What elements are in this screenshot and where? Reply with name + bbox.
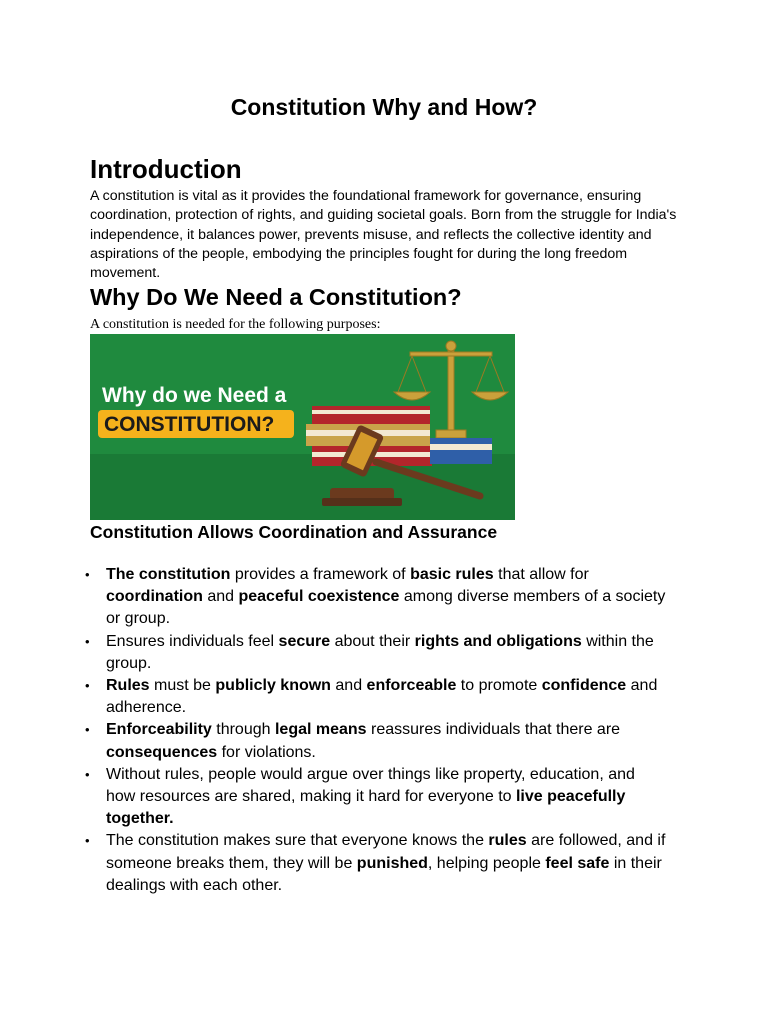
bold-text: rules xyxy=(488,832,527,850)
bold-text: peaceful coexistence xyxy=(238,588,400,606)
list-item xyxy=(106,764,666,831)
text-run: and xyxy=(330,677,367,695)
list-item xyxy=(106,675,666,719)
section-heading: Constitution Allows Coordination and Assurance xyxy=(90,522,498,542)
text-run: among diverse members of a society or group. xyxy=(106,588,666,628)
bold-text: Enforceability xyxy=(106,721,212,739)
banner-line1: Why do we Need a xyxy=(102,384,287,407)
list-item xyxy=(106,830,666,897)
bold-text: live peacefully together. xyxy=(106,788,626,828)
bold-text: consequences xyxy=(106,743,218,761)
text-run: about their xyxy=(330,632,415,650)
bold-text: rights and obligations xyxy=(414,632,582,650)
text-run: Without rules, people would argue over things like property, education, and how resources are shared, making it hard for everyone to xyxy=(106,765,635,806)
text-run: through xyxy=(211,721,275,739)
why-heading: Why Do We Need a Constitution? xyxy=(90,284,462,310)
bold-text: coordination xyxy=(106,588,203,606)
text-run: and xyxy=(202,588,239,606)
list-item xyxy=(106,564,666,631)
bold-text: confidence xyxy=(541,677,627,695)
bold-text: punished xyxy=(356,854,428,872)
text-run: for violations. xyxy=(217,743,316,761)
bold-text: legal means xyxy=(274,721,367,739)
text-run: within the group. xyxy=(106,632,654,672)
page-title: Constitution Why and How? xyxy=(230,94,538,120)
intro-heading: Introduction xyxy=(90,154,242,184)
text-run: are followed, and if someone breaks them, they will be xyxy=(106,832,666,872)
intro-paragraph: A constitution is vital as it provides the foundational framework for governance, ensuring coordination, protection of rights, and guiding societal goals. Born from the struggle for India's independence, it balances power, prevents misuse, and reflects the collective identity and aspirations of the people, embodying the principles fought for during the long freedom movement. xyxy=(90,188,677,282)
text-run: The constitution makes sure that everyone knows the xyxy=(106,832,489,850)
bold-text: Rules xyxy=(106,677,150,695)
list-item xyxy=(106,631,666,675)
text-run: provides a framework of xyxy=(230,566,411,583)
constitution-banner-image xyxy=(90,334,515,520)
banner-line2: CONSTITUTION? xyxy=(104,413,275,436)
text-run: must be xyxy=(149,677,216,695)
bold-text: basic rules xyxy=(410,566,494,583)
bullet-list xyxy=(106,564,666,897)
bold-text: secure xyxy=(278,632,331,650)
text-run: Ensures individuals feel xyxy=(106,632,279,650)
bold-text: feel safe xyxy=(545,854,610,872)
text-run: to promote xyxy=(456,677,542,695)
bold-text: enforceable xyxy=(366,677,457,695)
text-run: that allow for xyxy=(493,566,589,583)
text-run: reassures individuals that there are xyxy=(366,721,621,739)
bold-text: publicly known xyxy=(215,677,331,695)
why-lead-text: A constitution is needed for the following purposes: xyxy=(90,317,381,332)
text-run: , helping people xyxy=(427,854,546,872)
list-item xyxy=(106,719,666,763)
text-run: in their dealings with each other. xyxy=(106,854,662,894)
bold-text: The constitution xyxy=(106,566,231,583)
text-run: and adherence. xyxy=(106,677,658,717)
